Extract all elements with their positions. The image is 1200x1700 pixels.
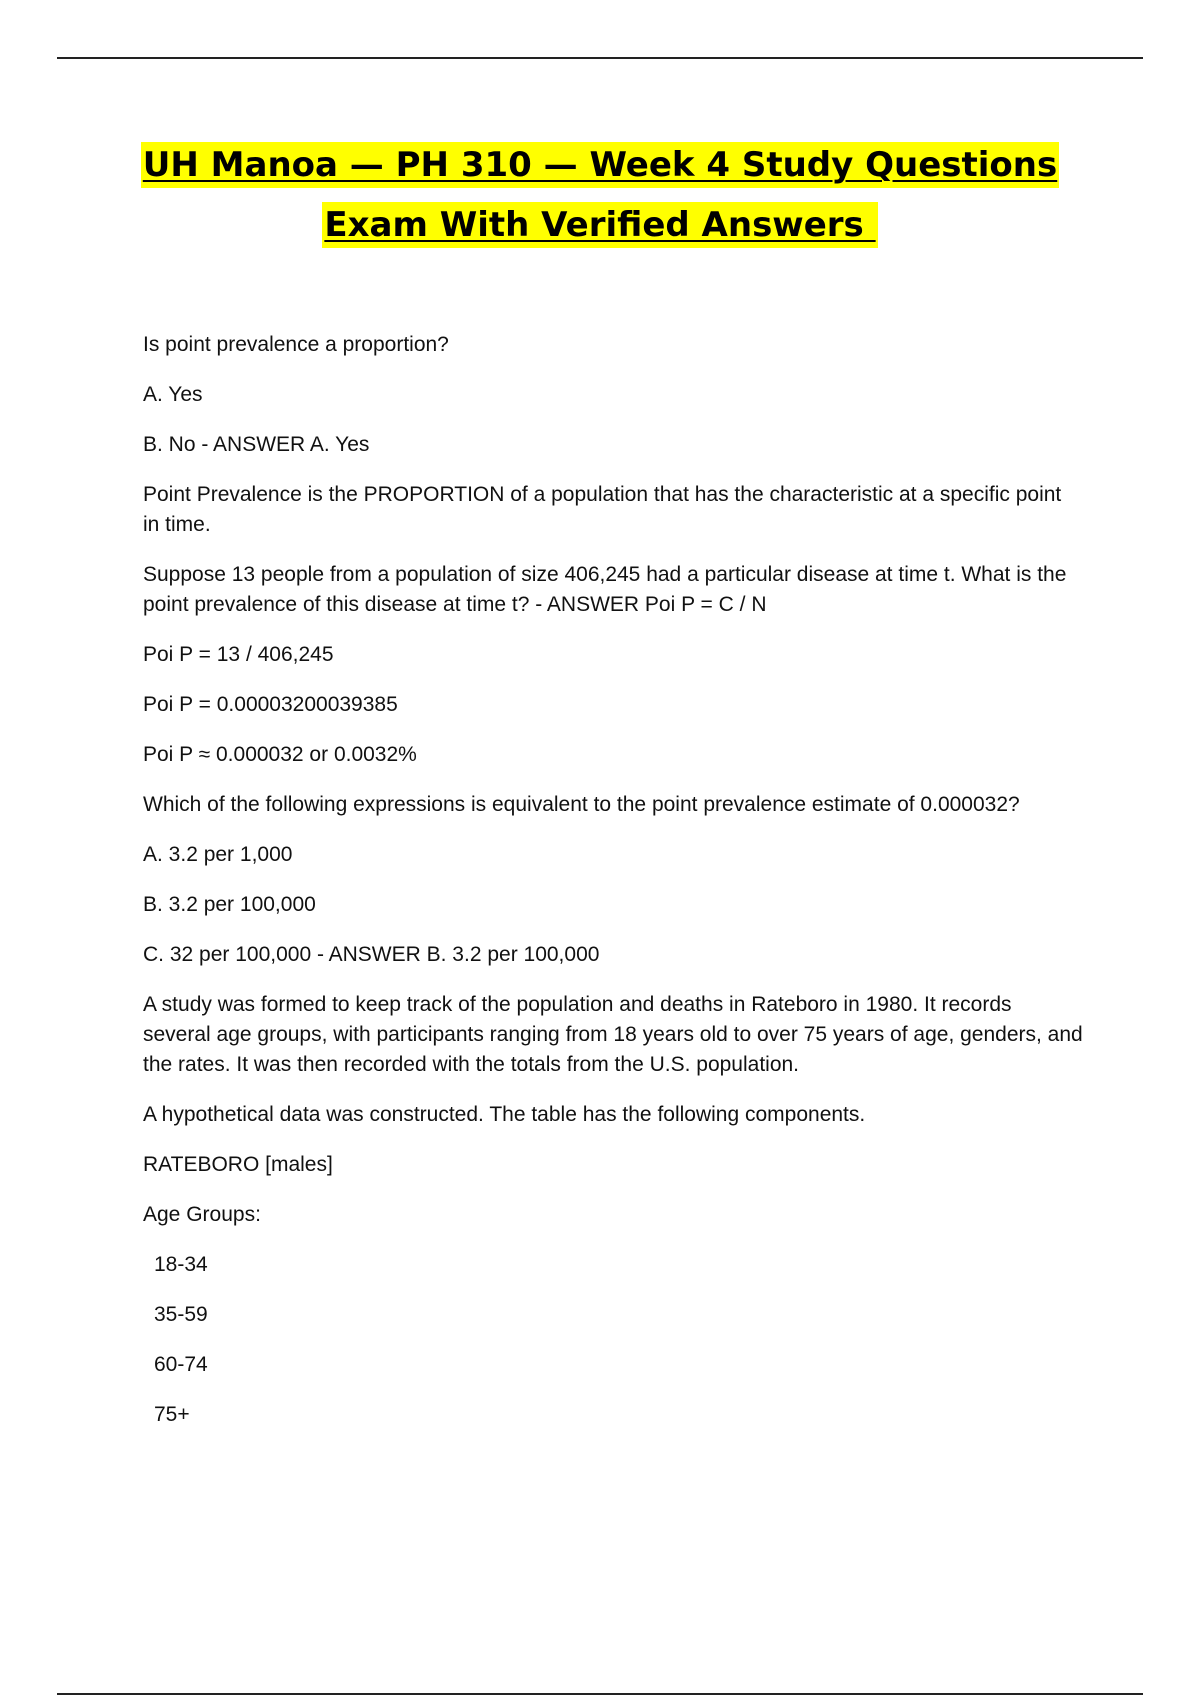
age-group-item: 35-59 xyxy=(154,1303,208,1326)
age-group-item: 18-34 xyxy=(154,1253,208,1276)
q1-explanation: Point Prevalence is the PROPORTION of a population that has the characteristic at a specific point in time. xyxy=(143,483,1062,536)
q3-option-c-answer: C. 32 per 100,000 - ANSWER B. 3.2 per 100,000 xyxy=(143,943,600,966)
question-3: Which of the following expressions is equivalent to the point prevalence estimate of 0.000032? xyxy=(143,793,1020,816)
q3-option-a: A. 3.2 per 1,000 xyxy=(143,843,293,866)
table-intro: A hypothetical data was constructed. The table has the following components. xyxy=(143,1103,866,1126)
top-rule xyxy=(57,57,1143,59)
title-line-1: UH Manoa — PH 310 — Week 4 Study Questions xyxy=(141,142,1059,188)
document-title xyxy=(0,142,1200,248)
question-2: Suppose 13 people from a population of size 406,245 had a particular disease at time t. What is the point prevalence of this disease at time t? - ANSWER Poi P = C / N xyxy=(143,563,1067,616)
q3-option-b: B. 3.2 per 100,000 xyxy=(143,893,316,916)
q1-option-b-answer: B. No - ANSWER A. Yes xyxy=(143,433,370,456)
title-line-2: Exam With Verified Answers xyxy=(322,202,877,248)
study-description: A study was formed to keep track of the population and deaths in Rateboro in 1980. It records several age groups, with participants ranging from 18 years old to over 75 years of age, genders, and the rates. It was then recorded with the totals from the U.S. population. xyxy=(143,993,1083,1076)
age-groups-label: Age Groups: xyxy=(143,1203,261,1226)
q2-step-1: Poi P = 13 / 406,245 xyxy=(143,643,334,666)
q2-step-3: Poi P ≈ 0.000032 or 0.0032% xyxy=(143,743,417,766)
q2-step-2: Poi P = 0.00003200039385 xyxy=(143,693,398,716)
document-body xyxy=(143,330,1083,1450)
age-group-item: 60-74 xyxy=(154,1353,208,1376)
bottom-rule xyxy=(57,1693,1143,1695)
question-1: Is point prevalence a proportion? xyxy=(143,333,449,356)
age-group-item: 75+ xyxy=(154,1403,190,1426)
table-heading: RATEBORO [males] xyxy=(143,1153,333,1176)
q1-option-a: A. Yes xyxy=(143,383,203,406)
